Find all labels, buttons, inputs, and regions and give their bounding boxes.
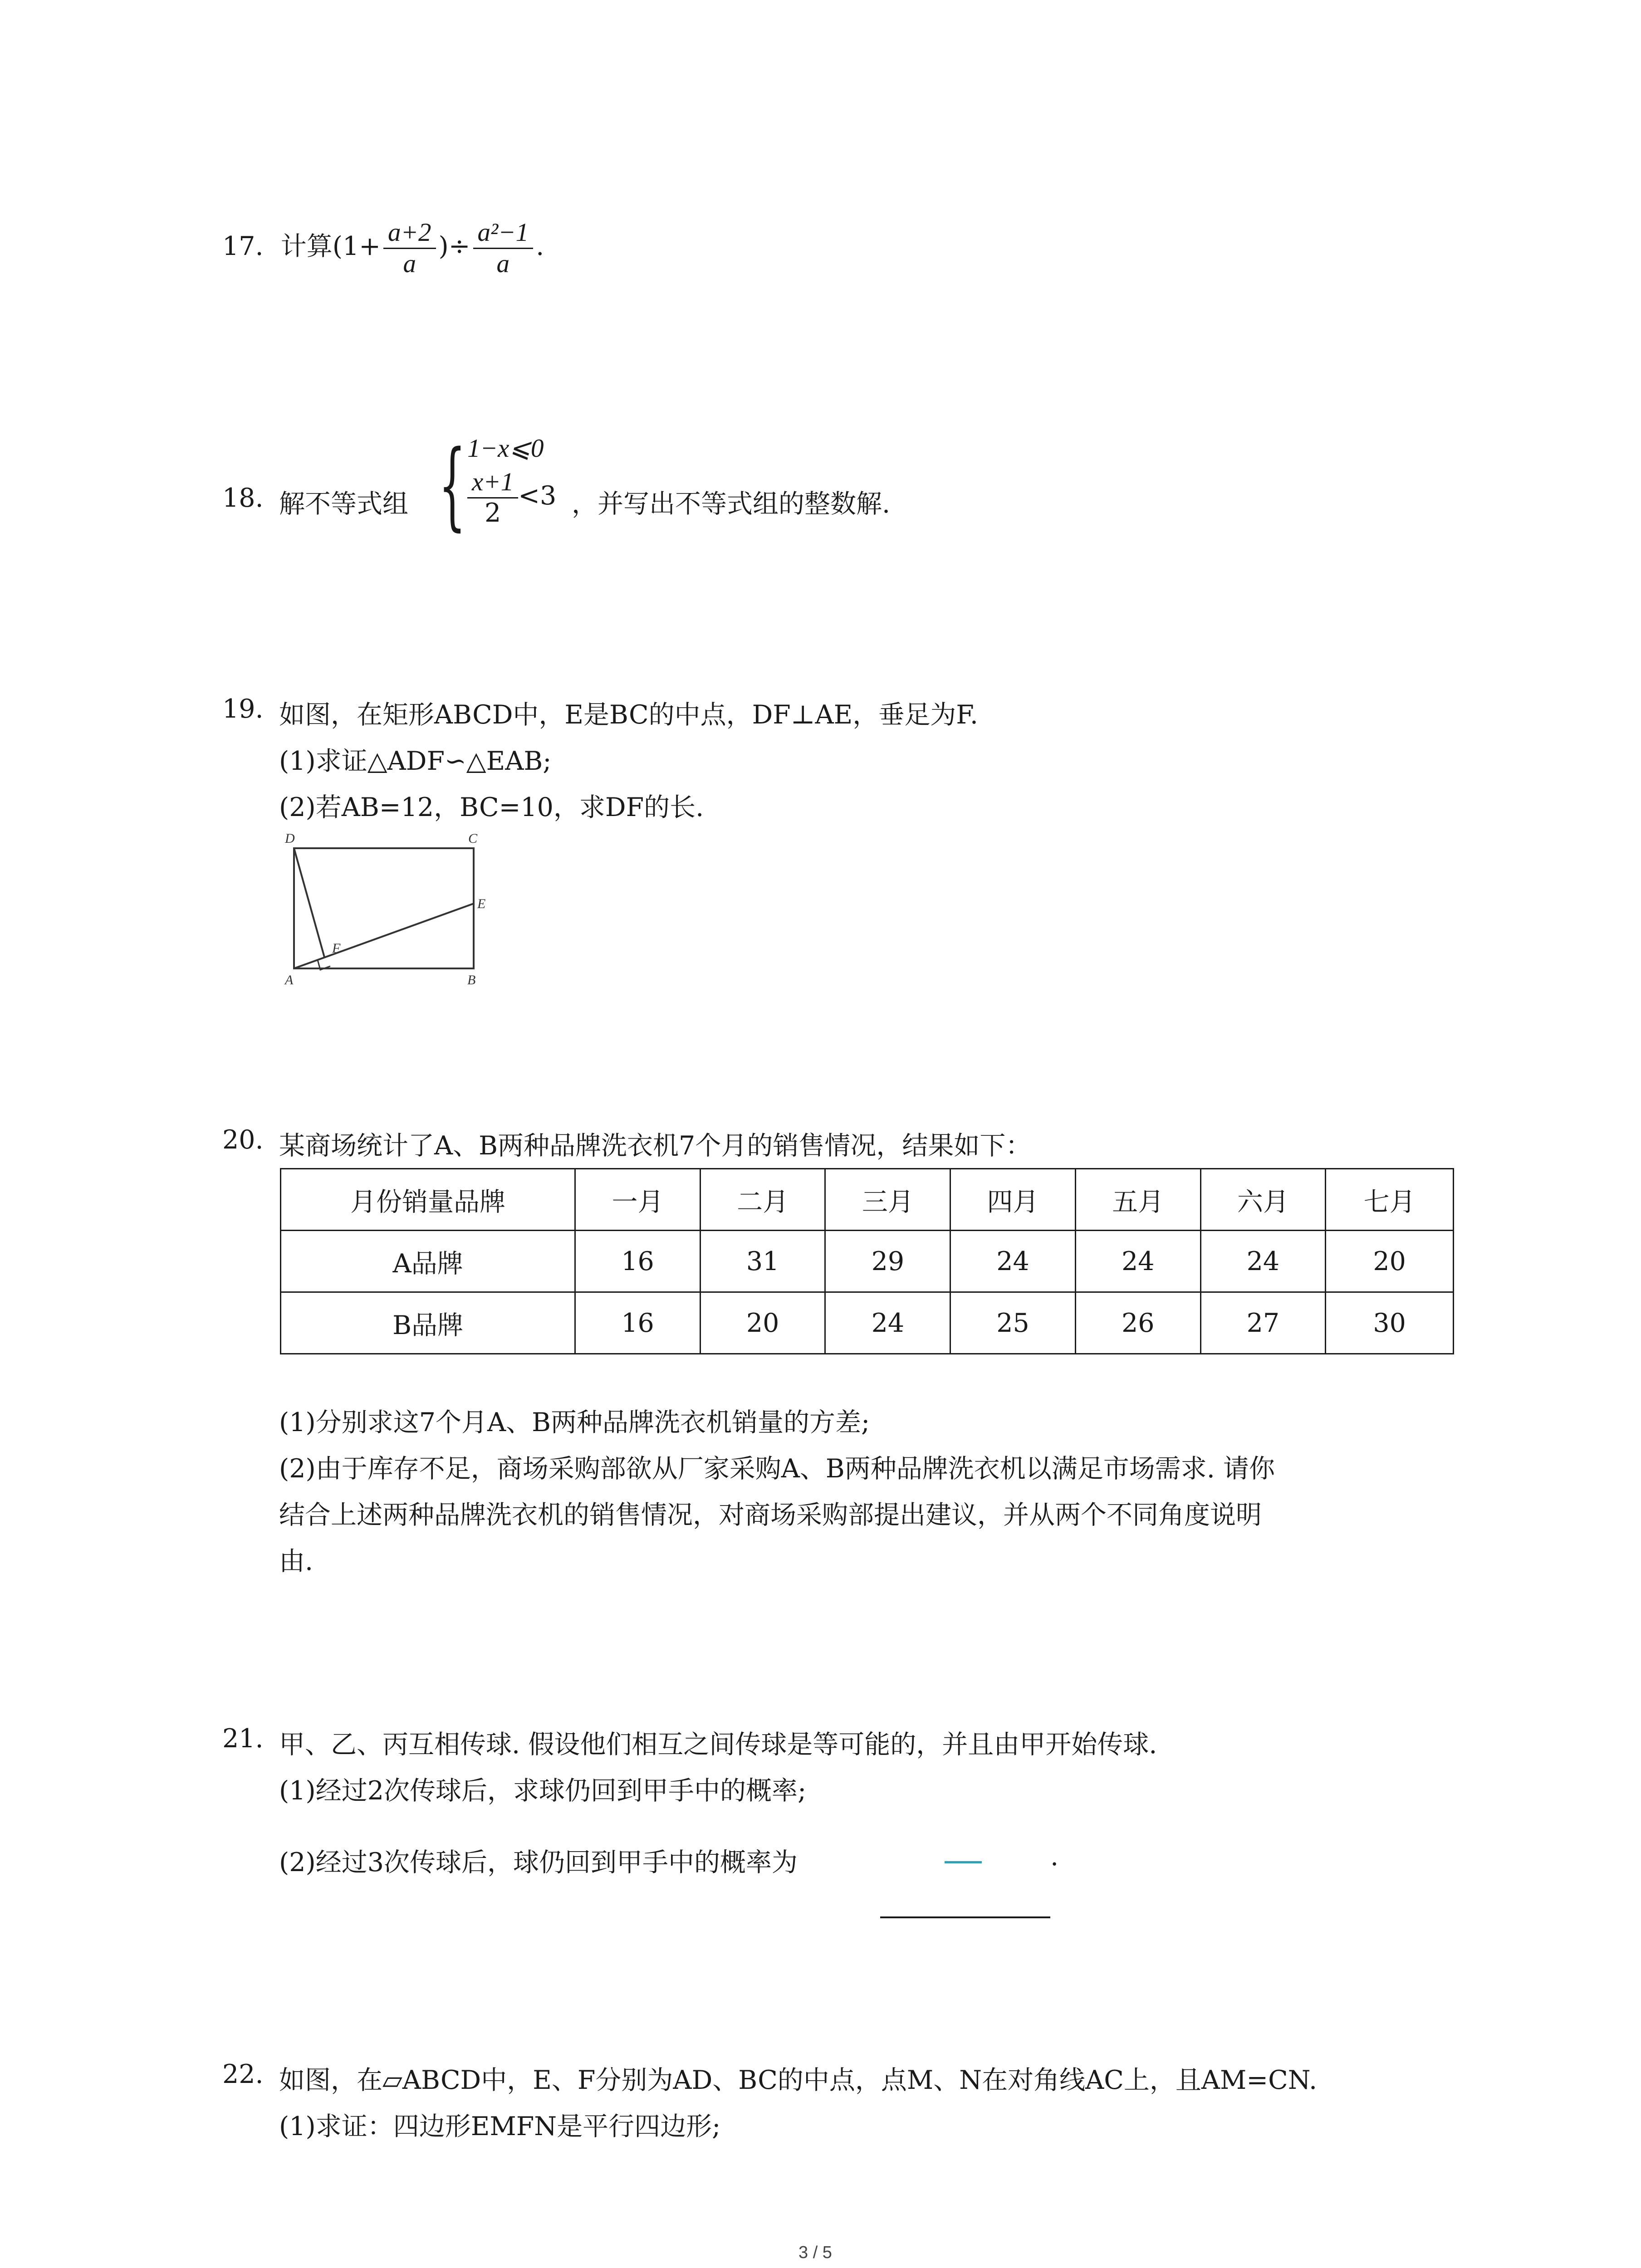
q21-part2-end: . <box>1050 1842 1059 1872</box>
label-c: C <box>468 831 478 846</box>
q18-number: 18. <box>222 483 264 513</box>
q20-part2-line2: 结合上述两种品牌洗衣机的销售情况，对商场采购部提出建议，并从两个不同角度说明 <box>279 1500 1262 1530</box>
table-cell: 31 <box>700 1231 825 1292</box>
table-header-cell: 六月 <box>1200 1169 1326 1231</box>
table-row <box>281 1231 1454 1292</box>
question-17 <box>222 218 544 279</box>
answer-blank-accent <box>945 1861 982 1863</box>
label-b: B <box>467 973 476 987</box>
q17-end: . <box>536 231 544 262</box>
table-header-row <box>281 1169 1454 1231</box>
q20-stem: 某商场统计了A、B两种品牌洗衣机7个月的销售情况，结果如下： <box>279 1131 1032 1161</box>
q18-prefix: 解不等式组 <box>279 489 408 519</box>
q19-stem: 如图，在矩形ABCD中，E是BC的中点，DF⊥AE，垂足为F. <box>279 700 979 730</box>
sales-table <box>280 1168 1454 1354</box>
q21-number: 21. <box>222 1724 264 1754</box>
table-cell: 24 <box>1075 1231 1200 1292</box>
q19-part2: (2)若AB=12，BC=10，求DF的长. <box>279 792 704 822</box>
q17-mid: )÷ <box>438 231 470 262</box>
table-cell: 20 <box>700 1292 825 1354</box>
label-d: D <box>285 831 295 846</box>
table-cell: 29 <box>825 1231 950 1292</box>
table-cell: 26 <box>1075 1292 1200 1354</box>
table-cell: 16 <box>575 1231 700 1292</box>
table-cell: 24 <box>1200 1231 1326 1292</box>
q17-prefix: 计算(1+ <box>280 231 381 262</box>
table-header-cell: 二月 <box>700 1169 825 1231</box>
table-header-cell: 三月 <box>825 1169 950 1231</box>
table-header-cell: 月份销量品牌 <box>281 1169 575 1231</box>
q21-stem: 甲、乙、丙互相传球. 假设他们相互之间传球是等可能的，并且由甲开始传球. <box>279 1730 1157 1760</box>
q19-part1: (1)求证△ADF∽△EAB; <box>279 746 552 776</box>
brace-icon: { <box>438 430 466 541</box>
answer-blank[interactable] <box>880 1916 1050 1918</box>
q17-fraction-1: $\frac{a+2}{a}$ <box>383 218 436 279</box>
q22-part1: (1)求证：四边形EMFN是平行四边形; <box>279 2112 721 2141</box>
segment-df <box>294 848 324 957</box>
table-cell: 25 <box>950 1292 1076 1354</box>
q20-part1: (1)分别求这7个月A、B两种品牌洗衣机销量的方差; <box>279 1408 870 1437</box>
segment-ae <box>294 904 474 968</box>
q18-line1: 1−x⩽0 <box>467 434 544 463</box>
q18-suffix: ，并写出不等式组的整数解. <box>572 489 891 519</box>
q20-number: 20. <box>222 1125 264 1155</box>
label-e: E <box>477 896 486 911</box>
q18-line2: $\frac{x+1}{2}$ <3 <box>467 467 556 528</box>
table-cell: 24 <box>825 1292 950 1354</box>
q22-stem: 如图，在▱ABCD中，E、F分别为AD、BC的中点，点M、N在对角线AC上，且AM=CN. <box>279 2065 1318 2095</box>
table-cell: 30 <box>1326 1292 1454 1354</box>
q18-fraction: $\frac{x+1}{2}$ <box>467 467 518 528</box>
table-header-cell: 四月 <box>950 1169 1076 1231</box>
q22-number: 22. <box>222 2059 264 2089</box>
q21-part2: (2)经过3次传球后，球仍回到甲手中的概率为 <box>279 1848 798 1877</box>
table-cell: 16 <box>575 1292 700 1354</box>
table-cell: 20 <box>1326 1231 1454 1292</box>
table-header-cell: 七月 <box>1326 1169 1454 1231</box>
page-number: 3 / 5 <box>798 2243 832 2262</box>
q20-part2-line1: (2)由于库存不足，商场采购部欲从厂家采购A、B两种品牌洗衣机以满足市场需求. 请你 <box>279 1454 1275 1484</box>
table-header-cell: 一月 <box>575 1169 700 1231</box>
table-header-cell: 五月 <box>1075 1169 1200 1231</box>
table-cell: B品牌 <box>281 1292 575 1354</box>
table-cell: 24 <box>950 1231 1076 1292</box>
q17-number: 17. <box>222 231 264 262</box>
label-a: A <box>285 973 294 987</box>
q19-number: 19. <box>222 694 264 724</box>
q21-part1: (1)经过2次传球后，求球仍回到甲手中的概率; <box>279 1776 807 1806</box>
table-cell: A品牌 <box>281 1231 575 1292</box>
q19-figure <box>272 826 508 989</box>
q20-part2-line3: 由. <box>279 1546 314 1576</box>
label-f: F <box>332 941 341 956</box>
rectangle-abcd <box>294 848 474 968</box>
q17-fraction-2: $\frac{\text{a²−1}}{a}$ <box>473 218 534 279</box>
table-cell: 27 <box>1200 1292 1326 1354</box>
table-row <box>281 1292 1454 1354</box>
